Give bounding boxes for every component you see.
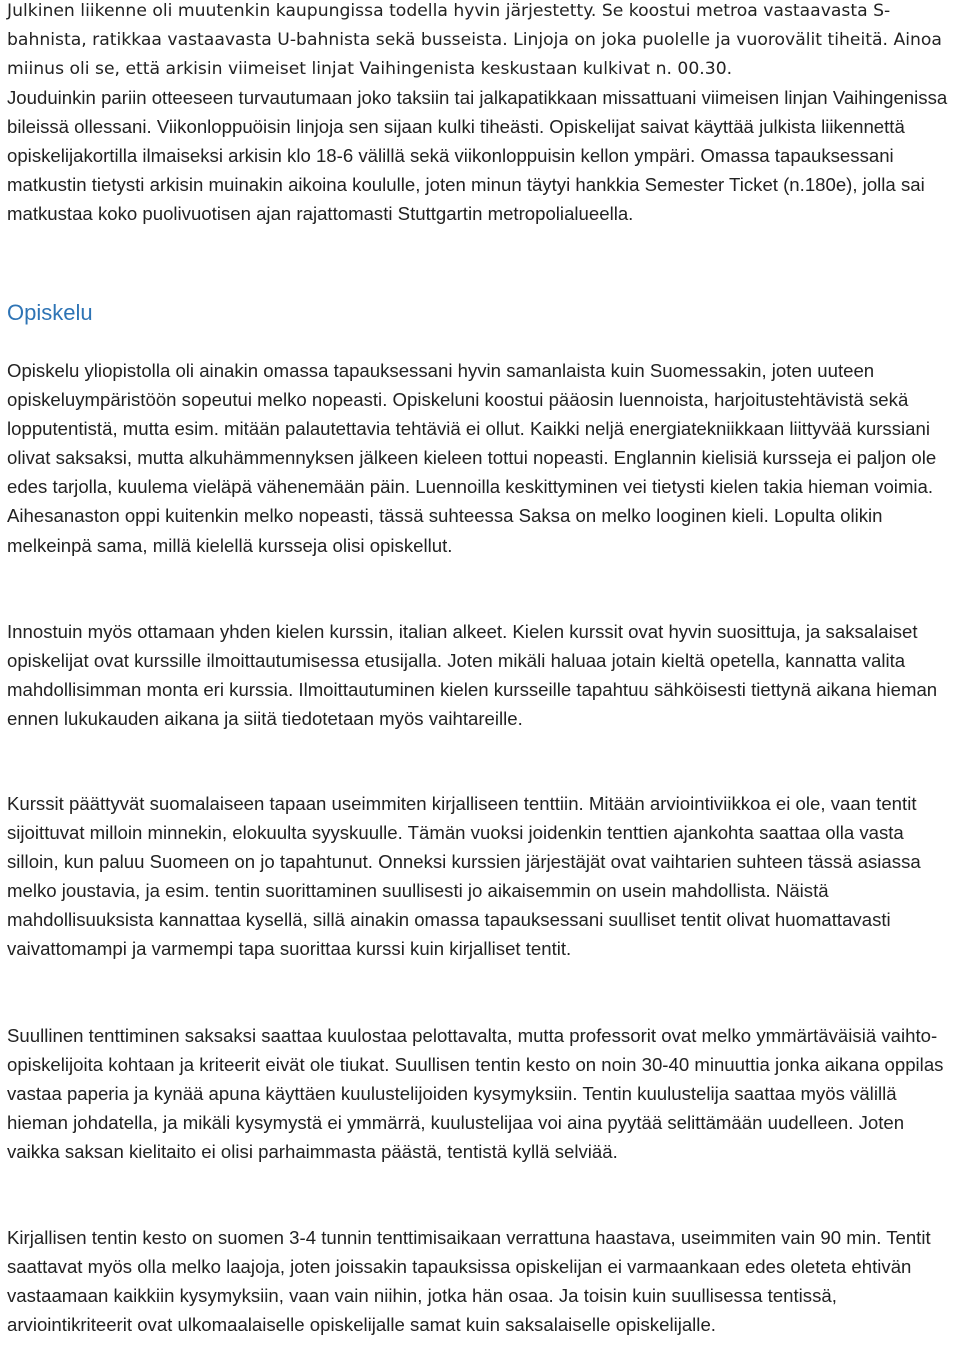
study-paragraph-2: Innostuin myös ottamaan yhden kielen kurssin, italian alkeet. Kielen kurssit ovat hyvin suosittuja, ja saksalaiset opiskelijat ovat kurssille ilmoittautumisessa etusijalla. Joten mikäli haluaa jotain kieltä opetella, kannatta valita mahdollisimman monta eri kurssia. Ilmoittautuminen kielen kursseille tapahtuu sähköisesti tiettynä aikana hieman ennen lukukauden aikana ja siitä tiedotetaan myös vaihtareille.	[7, 621, 938, 730]
transport-paragraph-part-b: Jouduinkin pariin otteeseen turvautumaan joko taksiin tai jalkapatikkaan missattuani viimeisen linjan Vaihingenissa bileissä ollessani. Viikonloppuöisin linjoja sen sijaan kulki tiheästi. Opiskelijat saivat käyttää julkista liikennettä opiskelijakortilla ilmaiseksi arkisin klo 18-6 välillä sekä viikonloppuisin kellon ympäri. Omassa tapauksessani matkustin tietysti arkisin muinakin aikoina koululle, joten minun täytyi hankkia Semester Ticket (n.180e), jolla sai matkustaa koko puolivuotisen ajan rajattomasti Stuttgartin metropolialueella.	[7, 87, 948, 225]
study-paragraph-4: Suullinen tenttiminen saksaksi saattaa kuulostaa pelottavalta, mutta professorit ovat melko ymmärtäväisiä vaihto-opiskelijoita kohtaan ja kriteerit eivät ole tiukat. Suullisen tentin kesto on noin 30-40 minuuttia jonka aikana oppilas vastaa paperia ja kynää apuna käyttäen kuulustelijoiden kysymyksiin. Tentin kuulustelija saattaa myös välillä hieman johdatella, ja mikäli kysymystä ei ymmärrä, kuulustelijaa voi aina pyytää selittämään uudelleen. Joten vaikka saksan kielitaito ei olisi parhaimmasta päästä, tentistä kyllä selviää.	[7, 1025, 944, 1163]
study-paragraph-1: Opiskelu yliopistolla oli ainakin omassa tapauksessani hyvin samanlaista kuin Suomessakin, joten uuteen opiskeluympäristöön sopeutui melko nopeasti. Opiskeluni koostui pääosin luennoista, harjoitustehtävistä sekä lopputentistä, mutta esim. mitään palautettavia tehtäviä ei ollut. Kaikki neljä energiatekniikkaan liittyvää kurssiani olivat saksaksi, mutta alkuhämmennyksen jälkeen kieleen tottui nopeasti. Englannin kielisiä kursseja ei paljon ole edes tarjolla, kuulema vieläpä vähenemään päin. Luennoilla keskittyminen vei tietysti kielen takia hieman voimia. Aihesanaston oppi kuitenkin melko nopeasti, tässä suhteessa Saksa on melko looginen kieli. Lopulta olikin melkeinpä sama, millä kielellä kursseja olisi opiskellut.	[7, 360, 937, 556]
section-heading-opiskelu: Opiskelu	[7, 300, 93, 325]
transport-paragraph-part-a: Julkinen liikenne oli muutenkin kaupungissa todella hyvin järjestetty. Se koostui metroa vastaavasta S-bahnista, ratikkaa vastaavasta U-bahnista sekä busseista. Linjoja on joka puolelle ja vuorovälit tiheitä. Ainoa miinus oli se, että arkisin viimeiset linjat Vaihingenista keskustaan kulkivat n. 00.30.	[7, 1, 942, 80]
study-paragraph-5: Kirjallisen tentin kesto on suomen 3-4 tunnin tenttimisaikaan verrattuna haastava, useimmiten vain 90 min. Tentit saattavat myös olla melko laajoja, joten joissakin tapauksissa opiskelijan ei varmaankaan edes oleteta ehtivän vastaamaan kaikkiin kysymyksiin, vaan vain niihin, jotka hän osaa. Ja toisin kuin suullisessa tentissä, arviointikriteerit ovat ulkomaalaiselle opiskelijalle samat kuin saksalaiselle opiskelijalle.	[7, 1227, 931, 1336]
study-paragraph-3: Kurssit päättyvät suomalaiseen tapaan useimmiten kirjalliseen tenttiin. Mitään arviointiviikkoa ei ole, vaan tentit sijoittuvat milloin minnekin, elokuulta syyskuulle. Tämän vuoksi joidenkin tenttien ajankohta saattaa olla vasta silloin, kun paluu Suomeen on jo tapahtunut. Onneksi kurssien järjestäjät ovat vaihtarien suhteen tässä asiassa melko joustavia, ja esim. tentin suorittaminen suullisesti jo aikaisemmin on usein mahdollista. Näistä mahdollisuuksista kannattaa kysellä, sillä ainakin omassa tapauksessani suulliset tentit olivat huomattavasti vaivattomampi ja varmempi tapa suorittaa kurssi kuin kirjalliset tentit.	[7, 793, 921, 960]
